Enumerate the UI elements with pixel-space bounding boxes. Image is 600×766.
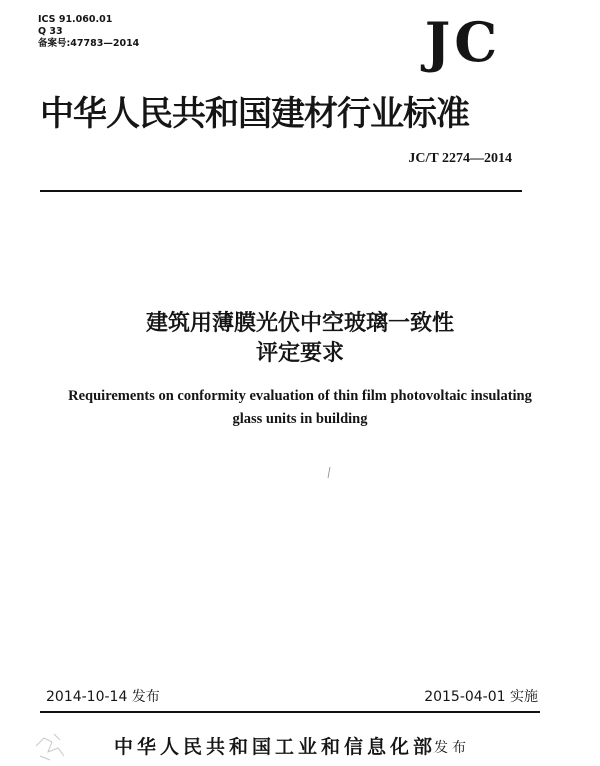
publish-label: 发布	[434, 740, 470, 756]
ics-number: ICS 91.060.01	[38, 14, 113, 25]
issuing-authority: 中华人民共和国工业和信息化部	[114, 736, 437, 758]
standard-code: JC/T 2274—2014	[408, 151, 512, 166]
standard-type-title: 中华人民共和国建材行业标准	[40, 94, 469, 134]
document-title-zh-line2: 评定要求	[255, 341, 344, 366]
record-number: 备案号:47783—2014	[38, 38, 140, 49]
document-title-en-line1: Requirements on conformity evaluation of thin film photovoltaic insulating	[68, 388, 532, 404]
document-meta	[38, 14, 139, 50]
ccs-number: Q 33	[38, 26, 63, 37]
implementation-date: 2015-04-01 实施	[424, 689, 538, 705]
header-divider	[40, 190, 522, 192]
faint-stamp-mark	[30, 726, 72, 766]
document-title-en-line2: glass units in building	[232, 411, 368, 427]
issue-date: 2014-10-14 发布	[46, 689, 160, 705]
document-title-zh-line1: 建筑用薄膜光伏中空玻璃一致性	[145, 311, 454, 336]
scan-speck	[324, 464, 334, 482]
footer-divider	[40, 711, 540, 713]
jc-logo: JC	[424, 10, 502, 74]
